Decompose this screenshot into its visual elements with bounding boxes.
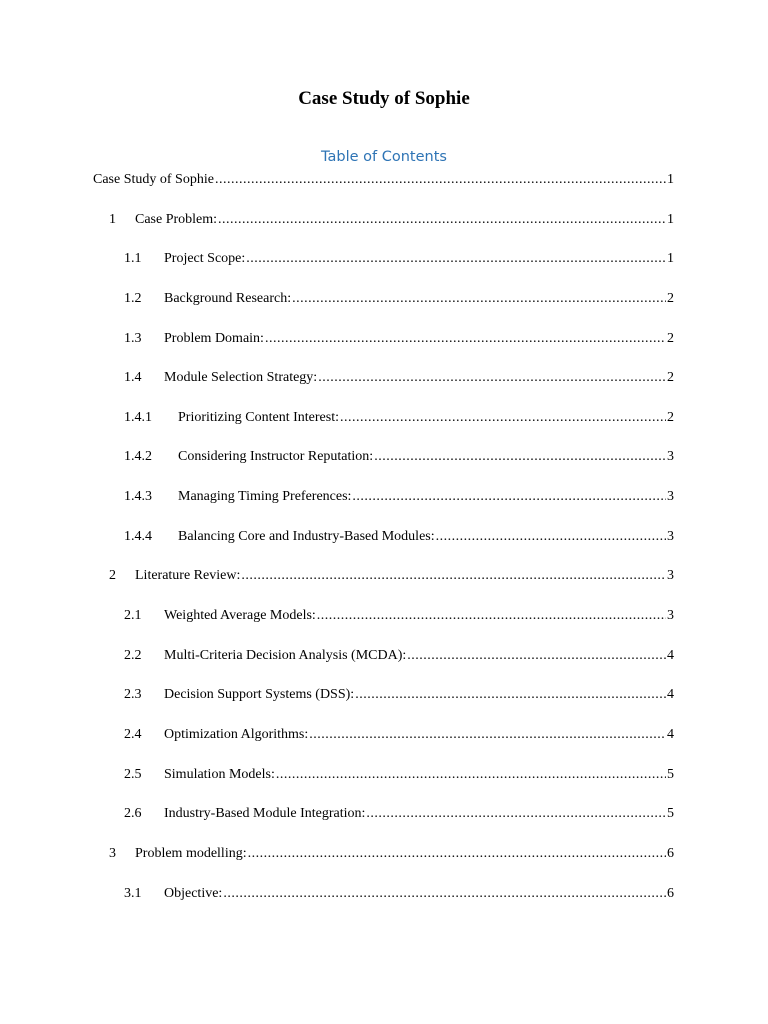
toc-entry-page: 4 (667, 648, 674, 663)
toc-entry-label: Considering Instructor Reputation: (178, 449, 374, 464)
toc-entry[interactable] (124, 805, 674, 823)
toc-entry-number: 2 (109, 568, 116, 583)
toc-entry[interactable] (124, 330, 674, 348)
toc-entry-label: Optimization Algorithms: (164, 727, 309, 742)
toc-entry[interactable] (124, 766, 674, 784)
toc-entry-label: Balancing Core and Industry-Based Modules: (178, 529, 435, 544)
toc-entry-label: Literature Review: (135, 568, 241, 583)
toc-entry-number: 1.4.4 (124, 529, 152, 544)
toc-entry-label: Problem modelling: (135, 846, 247, 861)
dot-leader (340, 409, 666, 427)
toc-entry[interactable] (124, 528, 674, 546)
toc-entry-number: 1.4 (124, 370, 142, 385)
toc-entry[interactable] (93, 171, 674, 189)
toc-entry-page: 3 (667, 608, 674, 623)
toc-entry[interactable] (124, 885, 674, 903)
dot-leader (246, 250, 666, 268)
toc-entry[interactable] (124, 409, 674, 427)
toc-entry-number: 2.2 (124, 648, 142, 663)
toc-entry-number: 2.1 (124, 608, 142, 623)
toc-entry-page: 4 (667, 687, 674, 702)
toc-entry-label: Objective: (164, 886, 223, 901)
toc-entry-number: 2.5 (124, 767, 142, 782)
toc-entry-page: 2 (667, 370, 674, 385)
dot-leader (276, 766, 666, 784)
toc-entry-page: 4 (667, 727, 674, 742)
toc-entry[interactable] (124, 250, 674, 268)
toc-entry-label: Decision Support Systems (DSS): (164, 687, 355, 702)
toc-entry-label: Case Study of Sophie (93, 172, 214, 187)
toc-entry-page: 3 (667, 449, 674, 464)
toc-entry-label: Simulation Models: (164, 767, 275, 782)
toc-entry-label: Weighted Average Models: (164, 608, 316, 623)
toc-entry[interactable] (124, 369, 674, 387)
dot-leader (215, 171, 666, 189)
toc-entry-label: Case Problem: (135, 212, 218, 227)
toc-entry-page: 1 (667, 172, 674, 187)
dot-leader (374, 448, 666, 466)
toc-entry-number: 1.3 (124, 331, 142, 346)
toc-entry[interactable] (124, 448, 674, 466)
dot-leader (248, 845, 666, 863)
toc-entry-page: 2 (667, 331, 674, 346)
toc-entry-number: 1.2 (124, 291, 142, 306)
toc-entry-page: 5 (667, 806, 674, 821)
toc-entry-label: Industry-Based Module Integration: (164, 806, 366, 821)
dot-leader (241, 567, 666, 585)
toc-entry-page: 3 (667, 489, 674, 504)
toc-entry-number: 2.3 (124, 687, 142, 702)
toc-entry-number: 1.1 (124, 251, 142, 266)
toc-entry-page: 3 (667, 529, 674, 544)
toc-entry-label: Multi-Criteria Decision Analysis (MCDA): (164, 648, 407, 663)
toc-entry-number: 1.4.3 (124, 489, 152, 504)
toc-entry-number: 1.4.2 (124, 449, 152, 464)
toc-entry-number: 3.1 (124, 886, 142, 901)
toc-entry[interactable] (124, 686, 674, 704)
toc-entry-number: 1 (109, 212, 116, 227)
toc-entry[interactable] (124, 607, 674, 625)
toc-entry-page: 1 (667, 251, 674, 266)
toc-entry-page: 2 (667, 410, 674, 425)
toc-entry[interactable] (124, 647, 674, 665)
toc-entry[interactable] (124, 290, 674, 308)
toc-entry-number: 1.4.1 (124, 410, 152, 425)
dot-leader (318, 369, 666, 387)
dot-leader (407, 647, 666, 665)
document-title: Case Study of Sophie (298, 88, 470, 109)
dot-leader (355, 686, 666, 704)
toc-entry-label: Module Selection Strategy: (164, 370, 318, 385)
toc-entry-label: Background Research: (164, 291, 292, 306)
toc-entry[interactable] (109, 567, 674, 585)
toc-entry-page: 6 (667, 846, 674, 861)
dot-leader (309, 726, 666, 744)
dot-leader (218, 211, 666, 229)
toc-entry-page: 3 (667, 568, 674, 583)
toc-heading: Table of Contents (321, 149, 447, 165)
dot-leader (223, 885, 666, 903)
toc-entry-number: 3 (109, 846, 116, 861)
dot-leader (436, 528, 666, 546)
toc-entry[interactable] (109, 211, 674, 229)
toc-entry-page: 5 (667, 767, 674, 782)
toc-entry-page: 1 (667, 212, 674, 227)
dot-leader (292, 290, 666, 308)
toc-entry-label: Prioritizing Content Interest: (178, 410, 339, 425)
toc-entry-page: 2 (667, 291, 674, 306)
dot-leader (317, 607, 666, 625)
toc-entry-label: Managing Timing Preferences: (178, 489, 352, 504)
toc-entry-label: Project Scope: (164, 251, 246, 266)
toc-entry-label: Problem Domain: (164, 331, 264, 346)
toc-entry-page: 6 (667, 886, 674, 901)
toc-entry[interactable] (124, 488, 674, 506)
dot-leader (265, 330, 666, 348)
toc-entry-number: 2.6 (124, 806, 142, 821)
dot-leader (366, 805, 666, 823)
dot-leader (352, 488, 666, 506)
toc-entry[interactable] (124, 726, 674, 744)
toc-entry[interactable] (109, 845, 674, 863)
toc-entry-number: 2.4 (124, 727, 142, 742)
